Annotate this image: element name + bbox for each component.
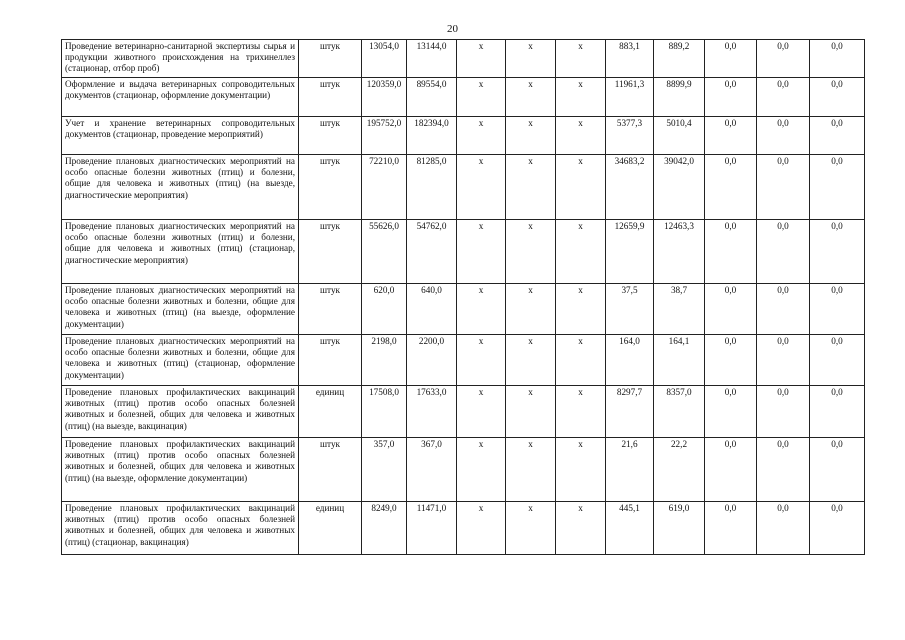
service-name-cell: Проведение плановых профилактических вакцинаций животных (птиц) против особо опасных болезней животных и болезней, общих для человека и животных (птиц) (на выезде, оформление документации) [62, 438, 299, 502]
placeholder-x-cell: х [556, 335, 606, 386]
unit-cell: штук [299, 284, 362, 335]
unit-cell: штук [299, 438, 362, 502]
volume-current-cell: 54762,0 [407, 220, 457, 284]
amount-current-cell: 8357,0 [654, 386, 705, 438]
unit-cell: штук [299, 117, 362, 155]
placeholder-x-cell: х [506, 502, 556, 555]
placeholder-x-cell: х [506, 220, 556, 284]
placeholder-x-cell: х [556, 117, 606, 155]
placeholder-x-cell: х [506, 155, 556, 220]
table-row [62, 117, 865, 155]
service-name-cell: Проведение плановых профилактических вакцинаций животных (птиц) против особо опасных болезней животных и болезней, общих для человека и животных (птиц) (стационар, вакцинация) [62, 502, 299, 555]
unit-cell: штук [299, 40, 362, 78]
value-cell: 0,0 [810, 335, 865, 386]
volume-current-cell: 182394,0 [407, 117, 457, 155]
unit-cell: единиц [299, 386, 362, 438]
placeholder-x-cell: х [556, 284, 606, 335]
service-name-cell: Проведение плановых диагностических мероприятий на особо опасные болезни животных (птиц) и болезни, общие для человека и животных (птиц) (стационар, диагностические мероприятия) [62, 220, 299, 284]
amount-current-cell: 22,2 [654, 438, 705, 502]
service-name-cell: Проведение ветеринарно-санитарной экспертизы сырья и продукции животного происхождения на трихинеллез (стационар, отбор проб) [62, 40, 299, 78]
volume-previous-cell: 2198,0 [362, 335, 407, 386]
placeholder-x-cell: х [556, 386, 606, 438]
value-cell: 0,0 [705, 335, 757, 386]
amount-current-cell: 5010,4 [654, 117, 705, 155]
placeholder-x-cell: х [457, 335, 506, 386]
volume-current-cell: 640,0 [407, 284, 457, 335]
table-row [62, 220, 865, 284]
value-cell: 0,0 [705, 502, 757, 555]
value-cell: 0,0 [757, 220, 810, 284]
table-row [62, 78, 865, 117]
value-cell: 0,0 [705, 78, 757, 117]
value-cell: 0,0 [810, 386, 865, 438]
volume-previous-cell: 17508,0 [362, 386, 407, 438]
volume-previous-cell: 8249,0 [362, 502, 407, 555]
service-name-cell: Проведение плановых диагностических мероприятий на особо опасные болезни животных (птиц) и болезни, общие для человека и животных (птиц) (на выезде, диагностические мероприятия) [62, 155, 299, 220]
value-cell: 0,0 [757, 502, 810, 555]
unit-cell: штук [299, 78, 362, 117]
amount-current-cell: 164,1 [654, 335, 705, 386]
services-table [61, 39, 865, 555]
volume-previous-cell: 620,0 [362, 284, 407, 335]
value-cell: 0,0 [705, 40, 757, 78]
value-cell: 0,0 [757, 155, 810, 220]
value-cell: 0,0 [757, 386, 810, 438]
value-cell: 0,0 [705, 284, 757, 335]
placeholder-x-cell: х [457, 438, 506, 502]
amount-previous-cell: 164,0 [606, 335, 654, 386]
placeholder-x-cell: х [506, 438, 556, 502]
placeholder-x-cell: х [556, 502, 606, 555]
placeholder-x-cell: х [457, 502, 506, 555]
volume-current-cell: 17633,0 [407, 386, 457, 438]
volume-current-cell: 13144,0 [407, 40, 457, 78]
unit-cell: штук [299, 220, 362, 284]
volume-current-cell: 81285,0 [407, 155, 457, 220]
placeholder-x-cell: х [506, 386, 556, 438]
value-cell: 0,0 [810, 155, 865, 220]
amount-previous-cell: 445,1 [606, 502, 654, 555]
placeholder-x-cell: х [457, 155, 506, 220]
value-cell: 0,0 [810, 40, 865, 78]
volume-previous-cell: 55626,0 [362, 220, 407, 284]
amount-current-cell: 619,0 [654, 502, 705, 555]
table-row [62, 502, 865, 555]
placeholder-x-cell: х [457, 78, 506, 117]
value-cell: 0,0 [810, 220, 865, 284]
amount-previous-cell: 11961,3 [606, 78, 654, 117]
service-name-cell: Оформление и выдача ветеринарных сопроводительных документов (стационар, оформление документации) [62, 78, 299, 117]
volume-previous-cell: 120359,0 [362, 78, 407, 117]
placeholder-x-cell: х [506, 335, 556, 386]
placeholder-x-cell: х [457, 40, 506, 78]
volume-current-cell: 11471,0 [407, 502, 457, 555]
volume-current-cell: 89554,0 [407, 78, 457, 117]
placeholder-x-cell: х [556, 78, 606, 117]
value-cell: 0,0 [810, 284, 865, 335]
amount-current-cell: 8899,9 [654, 78, 705, 117]
value-cell: 0,0 [810, 438, 865, 502]
value-cell: 0,0 [810, 502, 865, 555]
value-cell: 0,0 [810, 78, 865, 117]
unit-cell: штук [299, 155, 362, 220]
value-cell: 0,0 [705, 220, 757, 284]
value-cell: 0,0 [705, 386, 757, 438]
value-cell: 0,0 [757, 335, 810, 386]
service-name-cell: Проведение плановых диагностических мероприятий на особо опасные болезни животных и болезни, общие для человека и животных (птиц) (стационар, оформление документации) [62, 335, 299, 386]
service-name-cell: Проведение плановых профилактических вакцинаций животных (птиц) против особо опасных болезней животных и болезней, общих для человека и животных (птиц) (на выезде, вакцинация) [62, 386, 299, 438]
table-row [62, 284, 865, 335]
amount-previous-cell: 8297,7 [606, 386, 654, 438]
amount-previous-cell: 883,1 [606, 40, 654, 78]
value-cell: 0,0 [757, 78, 810, 117]
table-row [62, 40, 865, 78]
placeholder-x-cell: х [506, 40, 556, 78]
value-cell: 0,0 [810, 117, 865, 155]
placeholder-x-cell: х [556, 155, 606, 220]
value-cell: 0,0 [757, 117, 810, 155]
amount-current-cell: 38,7 [654, 284, 705, 335]
value-cell: 0,0 [757, 438, 810, 502]
volume-previous-cell: 195752,0 [362, 117, 407, 155]
amount-previous-cell: 21,6 [606, 438, 654, 502]
placeholder-x-cell: х [457, 284, 506, 335]
amount-current-cell: 39042,0 [654, 155, 705, 220]
value-cell: 0,0 [705, 155, 757, 220]
placeholder-x-cell: х [506, 117, 556, 155]
table-row [62, 386, 865, 438]
amount-previous-cell: 12659,9 [606, 220, 654, 284]
placeholder-x-cell: х [506, 78, 556, 117]
placeholder-x-cell: х [457, 117, 506, 155]
table-row [62, 155, 865, 220]
placeholder-x-cell: х [556, 438, 606, 502]
value-cell: 0,0 [757, 284, 810, 335]
table-row [62, 438, 865, 502]
volume-current-cell: 2200,0 [407, 335, 457, 386]
amount-previous-cell: 34683,2 [606, 155, 654, 220]
placeholder-x-cell: х [556, 220, 606, 284]
page-number: 20 [447, 23, 458, 35]
value-cell: 0,0 [705, 117, 757, 155]
amount-previous-cell: 37,5 [606, 284, 654, 335]
amount-current-cell: 889,2 [654, 40, 705, 78]
value-cell: 0,0 [705, 438, 757, 502]
volume-previous-cell: 72210,0 [362, 155, 407, 220]
amount-previous-cell: 5377,3 [606, 117, 654, 155]
placeholder-x-cell: х [506, 284, 556, 335]
volume-previous-cell: 357,0 [362, 438, 407, 502]
amount-current-cell: 12463,3 [654, 220, 705, 284]
value-cell: 0,0 [757, 40, 810, 78]
unit-cell: штук [299, 335, 362, 386]
placeholder-x-cell: х [556, 40, 606, 78]
placeholder-x-cell: х [457, 386, 506, 438]
volume-current-cell: 367,0 [407, 438, 457, 502]
service-name-cell: Проведение плановых диагностических мероприятий на особо опасные болезни животных и болезни, общие для человека и животных (птиц) (на выезде, оформление документации) [62, 284, 299, 335]
unit-cell: единиц [299, 502, 362, 555]
service-name-cell: Учет и хранение ветеринарных сопроводительных документов (стационар, проведение мероприятий) [62, 117, 299, 155]
table-row [62, 335, 865, 386]
placeholder-x-cell: х [457, 220, 506, 284]
volume-previous-cell: 13054,0 [362, 40, 407, 78]
